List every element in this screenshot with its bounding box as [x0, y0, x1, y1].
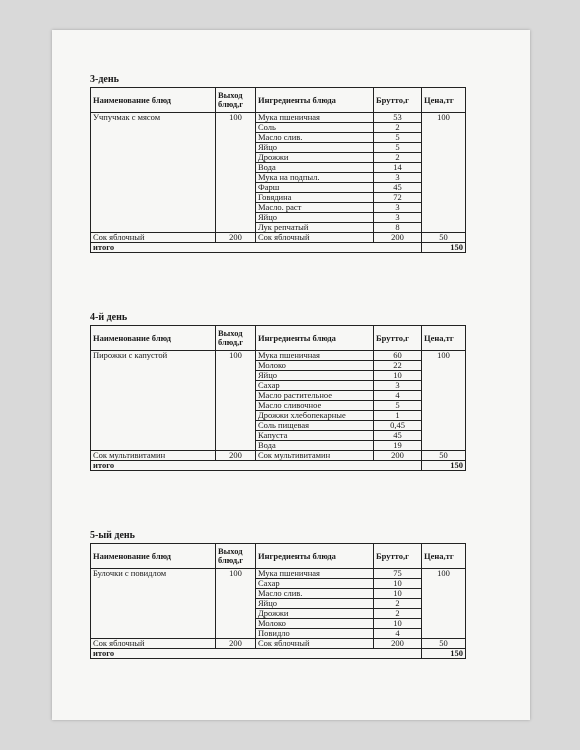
ingredient-brutto: 2 [374, 599, 422, 609]
drink-price: 50 [422, 451, 466, 461]
header-ingredients: Ингредиенты блюда [256, 88, 374, 113]
ingredient-brutto: 14 [374, 163, 422, 173]
total-label: итого [91, 649, 422, 659]
ingredient-name: Дрожжи [256, 153, 374, 163]
ingredient-brutto: 3 [374, 203, 422, 213]
ingredient-brutto: 5 [374, 143, 422, 153]
ingredient-name: Сахар [256, 381, 374, 391]
header-brutto: Брутто,г [374, 326, 422, 351]
drink-ingredient: Сок яблочный [256, 639, 374, 649]
ingredient-name: Сахар [256, 579, 374, 589]
ingredient-brutto: 2 [374, 609, 422, 619]
drink-name: Сок яблочный [91, 639, 216, 649]
ingredient-brutto: 10 [374, 371, 422, 381]
dish-name: Булочки с повидлом [91, 569, 216, 639]
header-ingredients: Ингредиенты блюда [256, 326, 374, 351]
dish-price: 100 [422, 569, 466, 639]
ingredient-brutto: 3 [374, 173, 422, 183]
ingredient-brutto: 45 [374, 431, 422, 441]
ingredient-brutto: 22 [374, 361, 422, 371]
menu-table [90, 325, 466, 471]
ingredient-name: Лук репчатый [256, 223, 374, 233]
ingredient-brutto: 10 [374, 589, 422, 599]
header-price: Цена,тг [422, 88, 466, 113]
drink-name: Сок яблочный [91, 233, 216, 243]
total-row [91, 649, 466, 659]
header-output: Выход блюд,г [216, 544, 256, 569]
header-brutto: Брутто,г [374, 88, 422, 113]
ingredient-brutto: 10 [374, 619, 422, 629]
ingredient-name: Дрожжи [256, 609, 374, 619]
ingredient-name: Говядина [256, 193, 374, 203]
ingredient-name: Молоко [256, 619, 374, 629]
total-row [91, 243, 466, 253]
total-row [91, 461, 466, 471]
ingredient-name: Вода [256, 163, 374, 173]
header-dish: Наименование блюд [91, 544, 216, 569]
ingredient-name: Яйцо [256, 599, 374, 609]
ingredient-name: Масло. раст [256, 203, 374, 213]
table-row [91, 569, 466, 579]
ingredient-brutto: 5 [374, 133, 422, 143]
ingredient-name: Капуста [256, 431, 374, 441]
drink-ingredient: Сок яблочный [256, 233, 374, 243]
ingredient-brutto: 2 [374, 153, 422, 163]
table-row [91, 351, 466, 361]
dish-name: Учпучмак с мясом [91, 113, 216, 233]
ingredient-name: Мука на подпыл. [256, 173, 374, 183]
day-title: 4-й день [90, 312, 128, 323]
drink-price: 50 [422, 233, 466, 243]
ingredient-brutto: 60 [374, 351, 422, 361]
dish-name: Пирожки с капустой [91, 351, 216, 451]
ingredient-brutto: 3 [374, 381, 422, 391]
total-value: 150 [422, 649, 466, 659]
drink-output: 200 [216, 233, 256, 243]
drink-output: 200 [216, 451, 256, 461]
ingredient-name: Масло слив. [256, 133, 374, 143]
day-title: 5-ый день [90, 530, 135, 541]
drink-name: Сок мультивитамин [91, 451, 216, 461]
drink-row [91, 639, 466, 649]
ingredient-name: Дрожжи хлебопекарные [256, 411, 374, 421]
ingredient-brutto: 8 [374, 223, 422, 233]
dish-price: 100 [422, 113, 466, 233]
dish-output: 100 [216, 113, 256, 233]
dish-output: 100 [216, 351, 256, 451]
day-5-section [90, 530, 466, 659]
table-row [91, 113, 466, 123]
drink-output: 200 [216, 639, 256, 649]
ingredient-brutto: 3 [374, 213, 422, 223]
header-output: Выход блюд,г [216, 326, 256, 351]
header-output: Выход блюд,г [216, 88, 256, 113]
drink-brutto: 200 [374, 639, 422, 649]
ingredient-name: Яйцо [256, 143, 374, 153]
ingredient-name: Масло растительное [256, 391, 374, 401]
drink-ingredient: Сок мультивитамин [256, 451, 374, 461]
ingredient-brutto: 0,45 [374, 421, 422, 431]
ingredient-brutto: 75 [374, 569, 422, 579]
header-price: Цена,тг [422, 544, 466, 569]
table-header-row [91, 88, 466, 113]
dish-output: 100 [216, 569, 256, 639]
ingredient-name: Масло слив. [256, 589, 374, 599]
ingredient-brutto: 2 [374, 123, 422, 133]
table-header-row [91, 544, 466, 569]
ingredient-brutto: 5 [374, 401, 422, 411]
total-label: итого [91, 461, 422, 471]
ingredient-name: Мука пшеничная [256, 569, 374, 579]
ingredient-brutto: 4 [374, 391, 422, 401]
header-dish: Наименование блюд [91, 326, 216, 351]
ingredient-name: Яйцо [256, 371, 374, 381]
ingredient-name: Фарш [256, 183, 374, 193]
ingredient-brutto: 45 [374, 183, 422, 193]
total-value: 150 [422, 243, 466, 253]
ingredient-name: Молоко [256, 361, 374, 371]
header-dish: Наименование блюд [91, 88, 216, 113]
ingredient-brutto: 72 [374, 193, 422, 203]
ingredient-name: Мука пшеничная [256, 113, 374, 123]
drink-brutto: 200 [374, 233, 422, 243]
ingredient-brutto: 19 [374, 441, 422, 451]
menu-table [90, 543, 466, 659]
document-page [52, 30, 530, 720]
header-brutto: Брутто,г [374, 544, 422, 569]
drink-price: 50 [422, 639, 466, 649]
ingredient-brutto: 10 [374, 579, 422, 589]
drink-brutto: 200 [374, 451, 422, 461]
ingredient-name: Яйцо [256, 213, 374, 223]
drink-row [91, 233, 466, 243]
ingredient-name: Мука пшеничная [256, 351, 374, 361]
ingredient-name: Вода [256, 441, 374, 451]
ingredient-name: Масло сливочное [256, 401, 374, 411]
header-price: Цена,тг [422, 326, 466, 351]
ingredient-name: Повидло [256, 629, 374, 639]
day-title: 3-день [90, 74, 119, 85]
ingredient-brutto: 4 [374, 629, 422, 639]
total-label: итого [91, 243, 422, 253]
menu-table [90, 87, 466, 253]
ingredient-name: Соль [256, 123, 374, 133]
total-value: 150 [422, 461, 466, 471]
ingredient-brutto: 53 [374, 113, 422, 123]
ingredient-name: Соль пищевая [256, 421, 374, 431]
drink-row [91, 451, 466, 461]
day-3-section [90, 74, 466, 253]
ingredient-brutto: 1 [374, 411, 422, 421]
day-4-section [90, 312, 466, 471]
dish-price: 100 [422, 351, 466, 451]
table-header-row [91, 326, 466, 351]
header-ingredients: Ингредиенты блюда [256, 544, 374, 569]
